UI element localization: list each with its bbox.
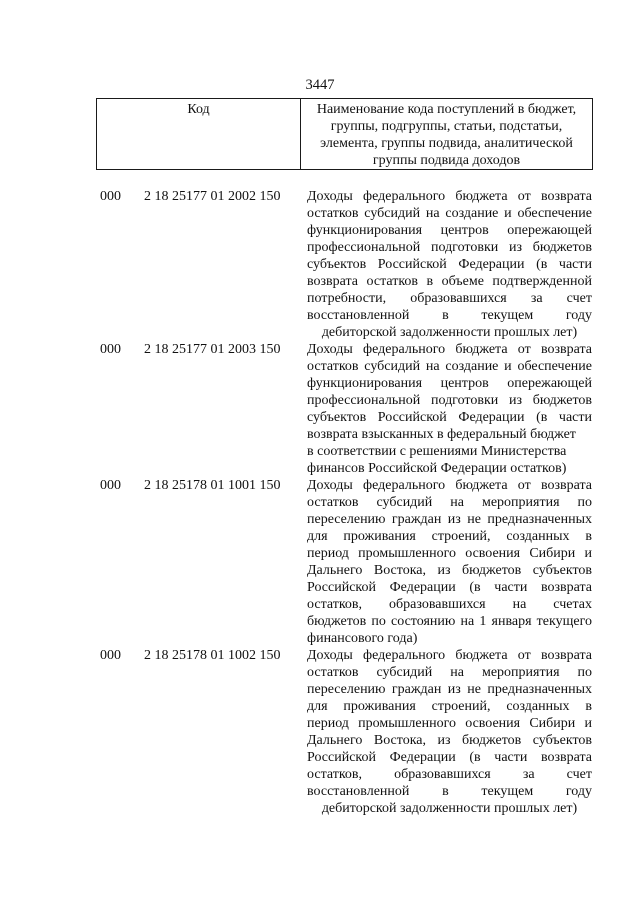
name-line: в соответствии с решениями Министерства (307, 444, 567, 459)
name-line: Доходы федерального бюджета от возврата (307, 342, 592, 357)
name-line: функционирования центров опережающей (307, 223, 592, 238)
name-line: субъектов Российской Федерации (в части (307, 410, 592, 425)
admin-code: 000 (100, 342, 121, 357)
name-line: Дальнего Востока, из бюджетов субъектов (307, 563, 592, 578)
name-line: субъектов Российской Федерации (в части (307, 257, 592, 272)
income-name (307, 647, 592, 817)
name-line: Доходы федерального бюджета от возврата (307, 648, 592, 663)
name-line: для проживания строений, созданных в (307, 529, 592, 544)
name-line: профессиональной подготовки из бюджетов (307, 393, 592, 408)
name-line: дебиторской задолженности прошлых лет) (321, 801, 578, 816)
header-name-line: группы, подгруппы, статьи, подстатьи, (330, 119, 563, 134)
income-code: 2 18 25177 01 2003 150 (144, 342, 281, 357)
table-row (100, 477, 592, 647)
admin-code: 000 (100, 189, 121, 204)
name-line: потребности, образовавшихся за счет (307, 291, 592, 306)
name-line: профессиональной подготовки из бюджетов (307, 240, 592, 255)
header-name-line: элемента, группы подвида, аналитической (320, 136, 573, 151)
name-line: Доходы федерального бюджета от возврата (307, 189, 592, 204)
income-code: 2 18 25178 01 1001 150 (144, 478, 281, 493)
header-name-line: группы подвида доходов (372, 153, 521, 168)
name-line: функционирования центров опережающей (307, 376, 592, 391)
income-name (307, 477, 592, 647)
header-code-label: Код (187, 102, 210, 117)
name-line: для проживания строений, созданных в (307, 699, 592, 714)
name-line: остатков субсидий на создание и обеспечение (307, 359, 592, 374)
name-line: финансов Российской Федерации остатков) (307, 461, 567, 476)
income-code: 2 18 25178 01 1002 150 (144, 648, 281, 663)
name-line: остатков субсидий на создание и обеспечение (307, 206, 592, 221)
name-line: Российской Федерации (в части возврата (307, 750, 592, 765)
income-name (307, 341, 592, 477)
name-line: Доходы федерального бюджета от возврата (307, 478, 592, 493)
name-line: остатков, образовавшихся на счетах (307, 597, 592, 612)
table-body (100, 188, 592, 817)
name-line: переселению граждан из не предназначенных (307, 682, 592, 697)
name-line: период промышленного освоения Сибири и (307, 546, 592, 561)
header-name-line: Наименование кода поступлений в бюджет, (316, 102, 577, 117)
name-line: дебиторской задолженности прошлых лет) (321, 325, 578, 340)
name-line: остатков, образовавшихся за счет (307, 767, 592, 782)
table-row (100, 341, 592, 477)
name-line: бюджетов по состоянию на 1 января текущего (307, 614, 592, 629)
name-line: возврата остатков в объеме подтвержденной (307, 274, 592, 289)
header-name-label (301, 101, 592, 169)
admin-code: 000 (100, 648, 121, 663)
page-number: 3447 (305, 77, 335, 93)
table-header (96, 98, 593, 170)
income-code: 2 18 25177 01 2002 150 (144, 189, 281, 204)
name-line: остатков субсидий на мероприятия по (307, 665, 592, 680)
name-line: Дальнего Востока, из бюджетов субъектов (307, 733, 592, 748)
table-row (100, 188, 592, 341)
name-line: Российской Федерации (в части возврата (307, 580, 592, 595)
table-row (100, 647, 592, 817)
name-line: восстановленной в текущем году (307, 308, 592, 323)
name-line: переселению граждан из не предназначенных (307, 512, 592, 527)
name-line: восстановленной в текущем году (307, 784, 592, 799)
income-name (307, 188, 592, 341)
admin-code: 000 (100, 478, 121, 493)
name-line: финансового года) (307, 631, 418, 646)
name-line: остатков субсидий на мероприятия по (307, 495, 592, 510)
name-line: период промышленного освоения Сибири и (307, 716, 592, 731)
name-line: возврата взысканных в федеральный бюджет (307, 427, 576, 442)
